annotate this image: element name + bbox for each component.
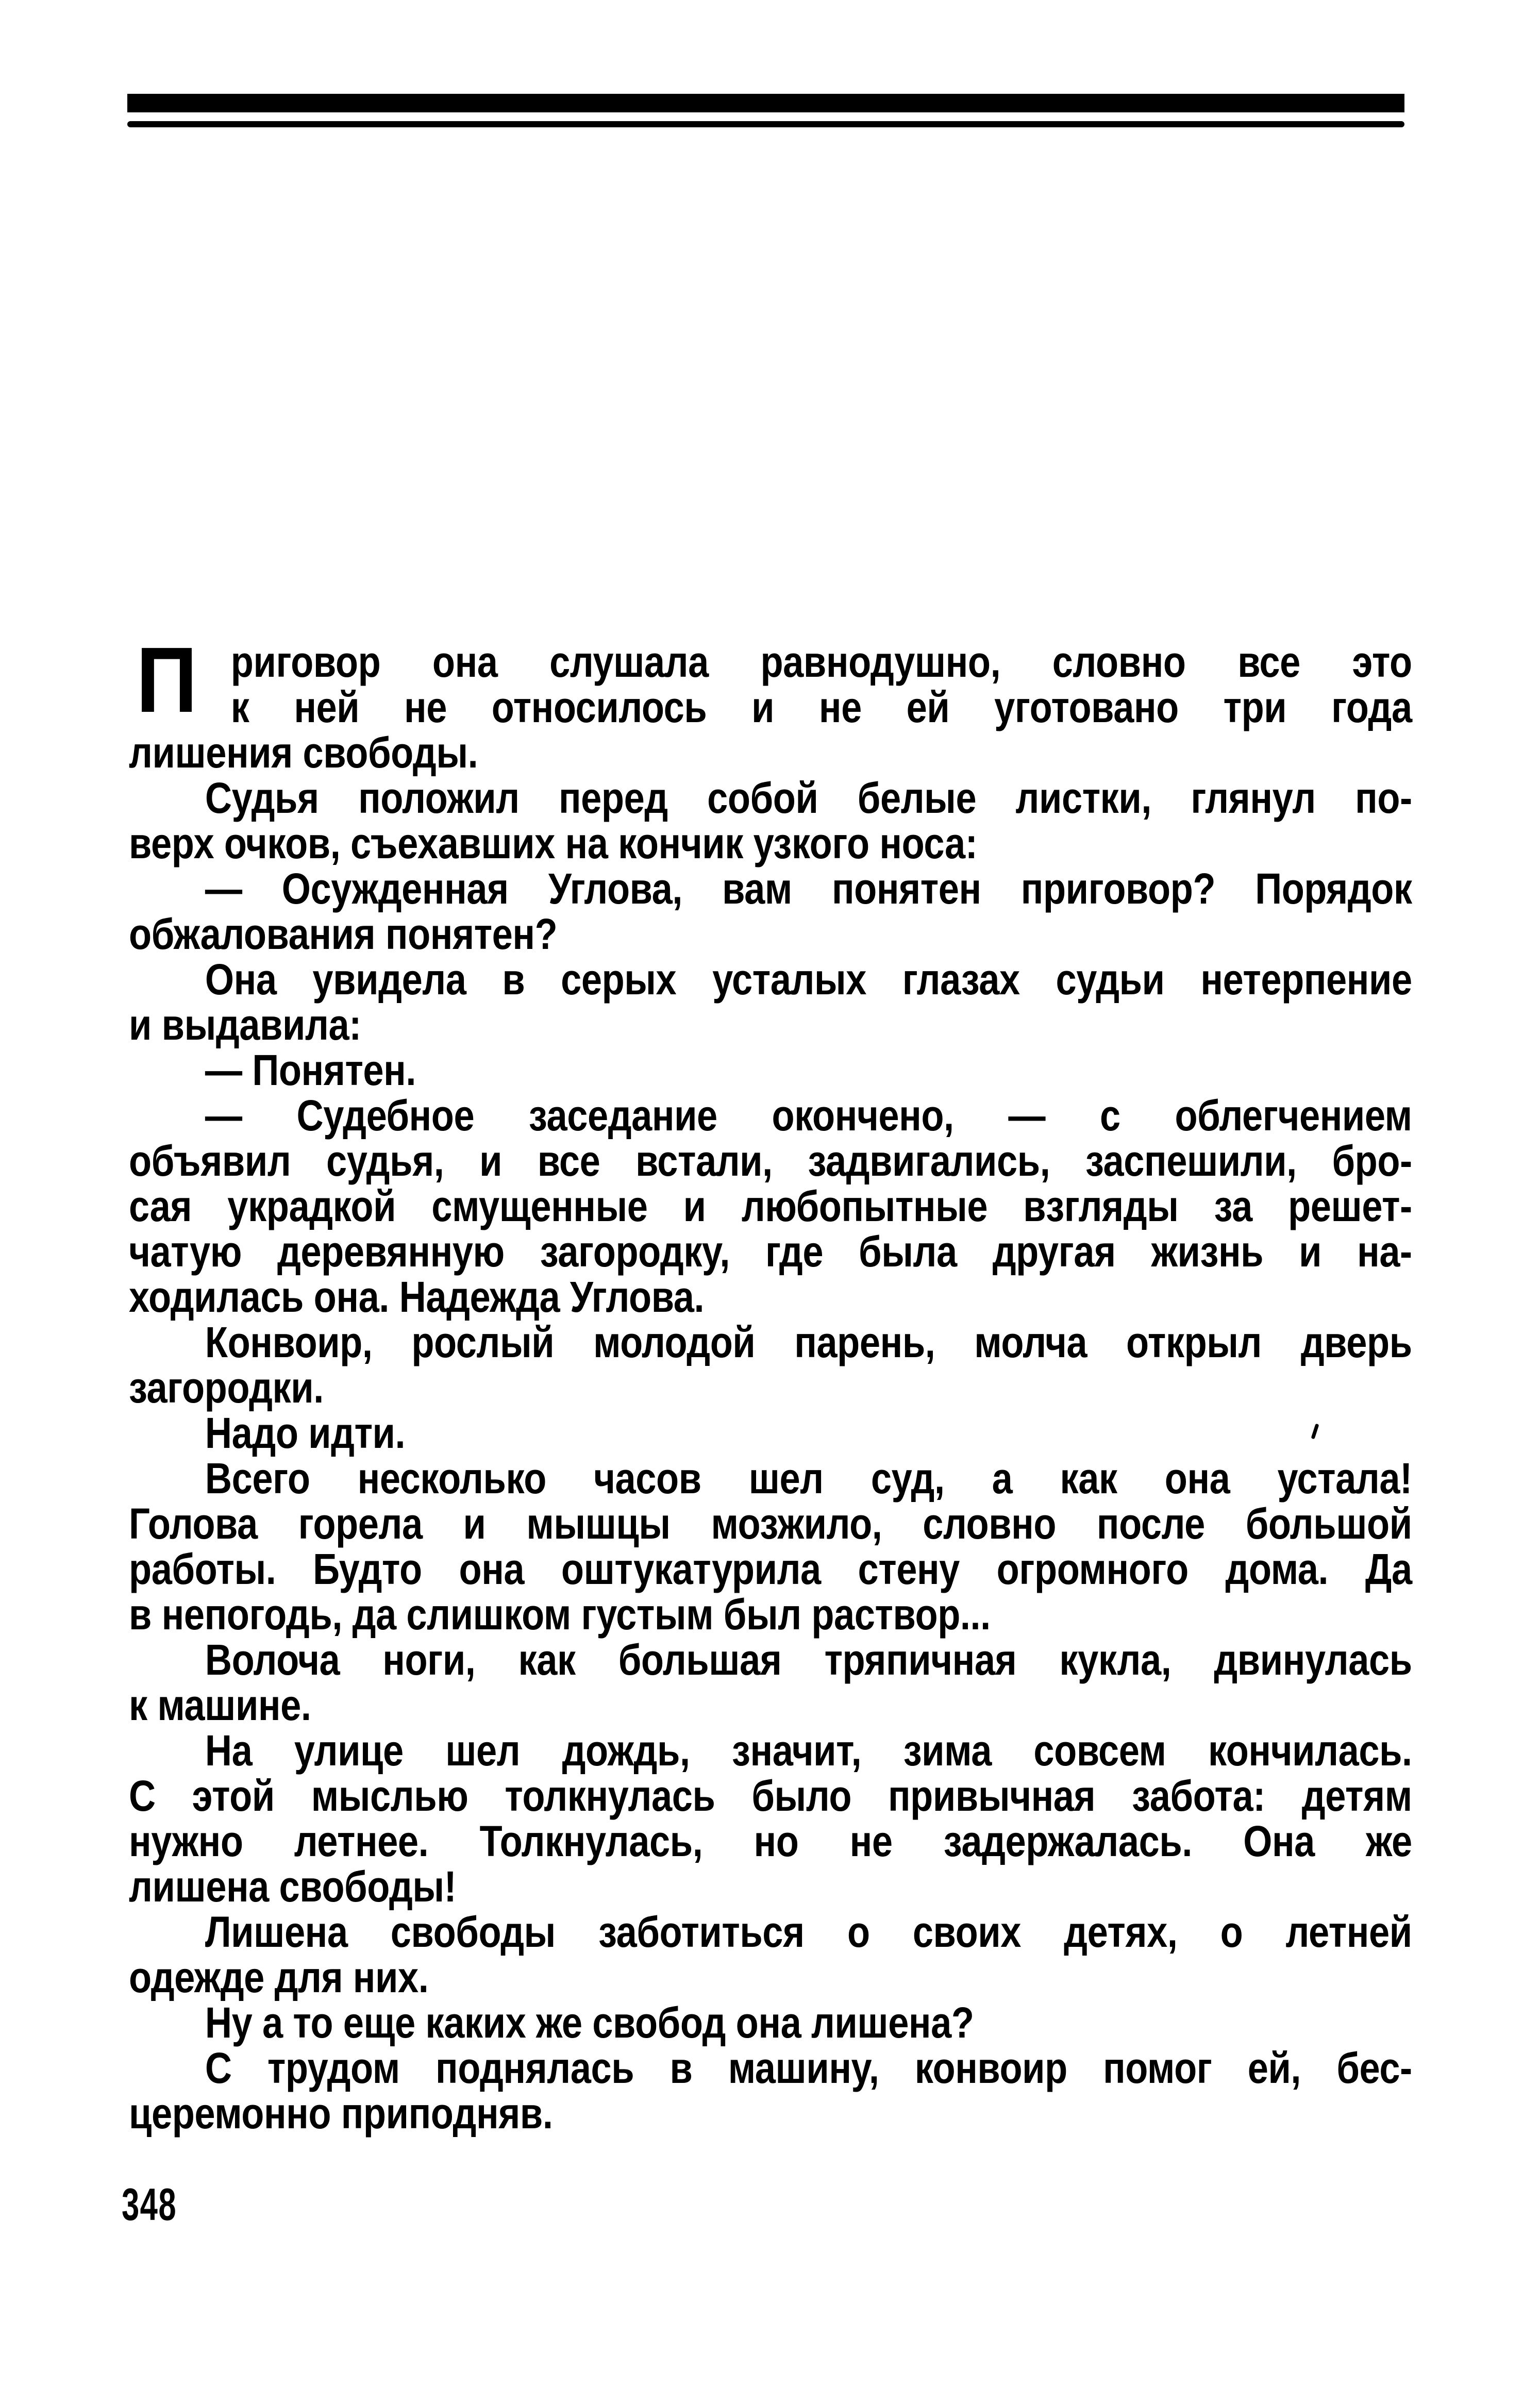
text-line: С этой мыслью толкнулась было привычная забота: детям: [129, 1772, 1412, 1820]
text-line: — Судебное заседание окончено, — с облегчением: [205, 1091, 1412, 1140]
text-line: нужно летнее. Толкнулась, но не задержалась. Она же: [129, 1817, 1412, 1865]
text-line: и выдавила:: [129, 1000, 361, 1049]
text-line: лишена свободы!: [129, 1862, 457, 1911]
text-line: Голова горела и мышцы мозжило, словно после большой: [129, 1499, 1412, 1548]
text-line: С трудом поднялась в машину, конвоир помог ей, бес-: [205, 2044, 1412, 2092]
text-line: На улице шел дождь, значит, зима совсем кончилась.: [205, 1726, 1412, 1775]
text-line: одежде для них.: [129, 1953, 429, 2001]
text-line: работы. Будто она оштукатурила стену огромного дома. Да: [129, 1545, 1412, 1593]
top-rule-thin: [127, 121, 1404, 127]
text-line: верх очков, съехавших на кончик узкого носа:: [129, 819, 978, 867]
text-line: Судья положил перед собой белые листки, глянул по-: [205, 774, 1412, 822]
text-line: ходилась она. Надежда Углова.: [129, 1273, 705, 1321]
text-line: Лишена свободы заботиться о своих детях, о летней: [205, 1908, 1412, 1956]
text-line: — Осужденная Углова, вам понятен приговор? Порядок: [205, 864, 1412, 913]
text-line: Конвоир, рослый молодой парень, молча открыл дверь: [205, 1318, 1412, 1366]
text-line: Всего несколько часов шел суд, а как она устала!: [205, 1454, 1412, 1503]
text-line: сая украдкой смущенные и любопытные взгляды за решет-: [129, 1182, 1412, 1230]
text-line: обжалования понятен?: [129, 910, 558, 958]
text-line: к ней не относилось и не ей уготовано три года: [230, 683, 1412, 731]
page-number: 348: [122, 2179, 177, 2230]
drop-cap: П: [136, 628, 198, 732]
text-line: Она увидела в серых усталых глазах судьи нетерпение: [205, 955, 1412, 1004]
text-line: риговор она слушала равнодушно, словно все это: [230, 638, 1412, 686]
text-line: к машине.: [129, 1681, 311, 1729]
body-text: [129, 639, 1412, 2136]
text-line: — Понятен.: [205, 1046, 416, 1094]
text-line: загородки.: [129, 1363, 324, 1412]
text-line: Ну а то еще каких же свобод она лишена?: [205, 1998, 974, 2047]
text-line: лишения свободы.: [129, 728, 478, 777]
top-rule-thick: [127, 94, 1404, 112]
text-line: Волоча ноги, как большая тряпичная кукла, двинулась: [205, 1636, 1412, 1684]
text-line: церемонно приподняв.: [129, 2089, 553, 2138]
text-line: чатую деревянную загородку, где была другая жизнь и на-: [129, 1227, 1412, 1276]
text-line: в непогодь, да слишком густым был раствор...: [129, 1590, 991, 1639]
text-line: объявил судья, и все встали, задвигались, заспешили, бро-: [129, 1137, 1412, 1185]
text-line: Надо идти.: [205, 1409, 406, 1457]
